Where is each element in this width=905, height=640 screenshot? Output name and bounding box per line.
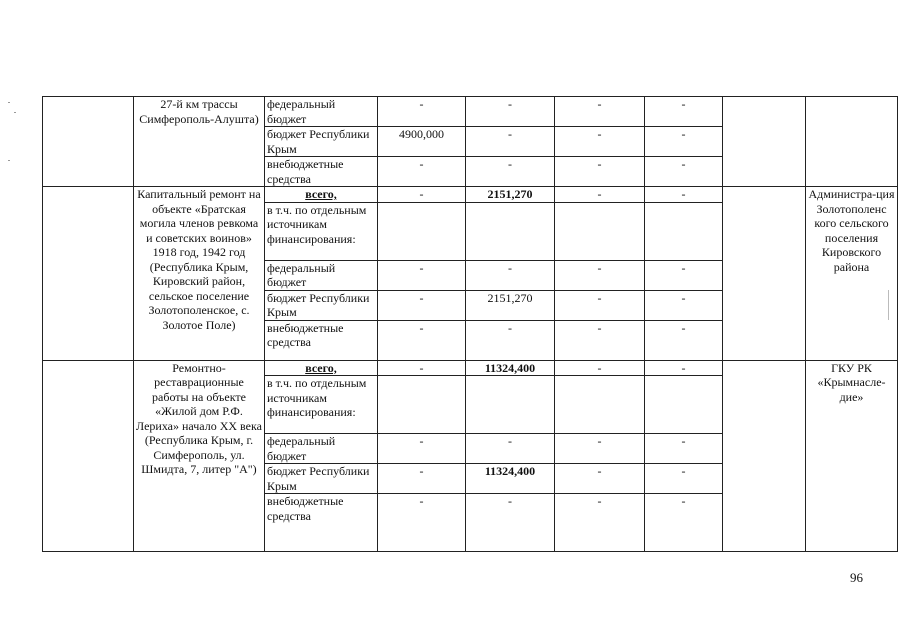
value-cell: - bbox=[378, 434, 466, 464]
value-cell: 4900,000 bbox=[378, 127, 466, 157]
value-cell: - bbox=[378, 464, 466, 494]
value-cell: - bbox=[645, 260, 723, 290]
value-cell: - bbox=[466, 97, 555, 127]
value-cell: - bbox=[645, 360, 723, 376]
source-cell: федеральный бюджет bbox=[265, 434, 378, 464]
source-cell: внебюджетные средства bbox=[265, 320, 378, 360]
value-cell: - bbox=[378, 157, 466, 187]
index-cell bbox=[43, 360, 134, 552]
value-cell: - bbox=[378, 187, 466, 203]
object-name-cell: Ремонтно-реставрационные работы на объекте «Жилой дом Р.Ф. Лериха» начало XX века (Республика Крым, г. Симферополь, ул. Шмидта, 7, литер "А") bbox=[134, 360, 265, 552]
scan-speck bbox=[8, 160, 10, 161]
value-cell bbox=[645, 376, 723, 434]
scan-edge-line bbox=[888, 290, 889, 320]
value-cell: - bbox=[645, 97, 723, 127]
table-row bbox=[43, 187, 898, 203]
source-cell: бюджет Республики Крым bbox=[265, 290, 378, 320]
value-cell: - bbox=[466, 434, 555, 464]
object-name-cell: Капитальный ремонт на объекте «Братская могила членов ревкома и советских воинов» 1918 год, 1942 год (Республика Крым, Кировский район, сельское поселение Золотополенское, с. Золотое Поле) bbox=[134, 187, 265, 361]
executor-cell bbox=[806, 97, 898, 187]
value-cell: - bbox=[645, 187, 723, 203]
value-cell: - bbox=[645, 290, 723, 320]
value-cell: - bbox=[555, 290, 645, 320]
value-cell bbox=[466, 202, 555, 260]
table-row bbox=[43, 360, 898, 376]
total-label-cell: всего, bbox=[265, 187, 378, 203]
value-cell bbox=[555, 202, 645, 260]
index-cell bbox=[43, 97, 134, 187]
source-cell: бюджет Республики Крым bbox=[265, 464, 378, 494]
source-cell: федеральный бюджет bbox=[265, 260, 378, 290]
value-cell: - bbox=[555, 127, 645, 157]
value-cell: - bbox=[378, 260, 466, 290]
value-cell bbox=[466, 376, 555, 434]
value-cell: - bbox=[645, 434, 723, 464]
source-cell: бюджет Республики Крым bbox=[265, 127, 378, 157]
value-cell: - bbox=[645, 127, 723, 157]
value-cell: - bbox=[466, 494, 555, 552]
value-cell: - bbox=[378, 320, 466, 360]
value-cell bbox=[645, 202, 723, 260]
value-cell: - bbox=[466, 260, 555, 290]
value-cell: - bbox=[466, 320, 555, 360]
executor-cell: Администра-ция Золотополенс кого сельского поселения Кировского района bbox=[806, 187, 898, 361]
index-cell bbox=[43, 187, 134, 361]
value-cell: 11324,400 bbox=[466, 360, 555, 376]
value-cell: - bbox=[378, 494, 466, 552]
value-cell: - bbox=[378, 290, 466, 320]
breakdown-label-cell: в т.ч. по отдельным источникам финансирования: bbox=[265, 202, 378, 260]
page-number: 96 bbox=[850, 570, 863, 585]
value-cell bbox=[555, 376, 645, 434]
empty-cell bbox=[723, 97, 806, 187]
value-cell: - bbox=[466, 127, 555, 157]
value-cell: - bbox=[645, 320, 723, 360]
value-cell: - bbox=[555, 360, 645, 376]
source-cell: внебюджетные средства bbox=[265, 157, 378, 187]
table-row bbox=[43, 97, 898, 127]
executor-cell: ГКУ РК «Крымнасле-дие» bbox=[806, 360, 898, 552]
budget-table bbox=[42, 96, 898, 552]
empty-cell bbox=[723, 360, 806, 552]
value-cell: - bbox=[555, 157, 645, 187]
value-cell: - bbox=[466, 157, 555, 187]
value-cell: - bbox=[378, 360, 466, 376]
value-cell: 2151,270 bbox=[466, 290, 555, 320]
scan-speck bbox=[8, 102, 10, 103]
empty-cell bbox=[723, 187, 806, 361]
value-cell: - bbox=[645, 464, 723, 494]
value-cell: - bbox=[555, 260, 645, 290]
value-cell: - bbox=[555, 320, 645, 360]
value-cell: - bbox=[555, 494, 645, 552]
total-label-cell: всего, bbox=[265, 360, 378, 376]
value-cell bbox=[378, 376, 466, 434]
value-cell: - bbox=[378, 97, 466, 127]
value-cell: - bbox=[645, 157, 723, 187]
breakdown-label-cell: в т.ч. по отдельным источникам финансирования: bbox=[265, 376, 378, 434]
value-cell bbox=[378, 202, 466, 260]
value-cell: 11324,400 bbox=[466, 464, 555, 494]
value-cell: - bbox=[555, 97, 645, 127]
source-cell: внебюджетные средства bbox=[265, 494, 378, 552]
value-cell: - bbox=[555, 187, 645, 203]
scan-speck bbox=[14, 112, 16, 113]
object-name-cell: 27-й км трассы Симферополь-Алушта) bbox=[134, 97, 265, 187]
value-cell: - bbox=[555, 434, 645, 464]
source-cell: федеральный бюджет bbox=[265, 97, 378, 127]
value-cell: - bbox=[555, 464, 645, 494]
value-cell: - bbox=[645, 494, 723, 552]
value-cell: 2151,270 bbox=[466, 187, 555, 203]
